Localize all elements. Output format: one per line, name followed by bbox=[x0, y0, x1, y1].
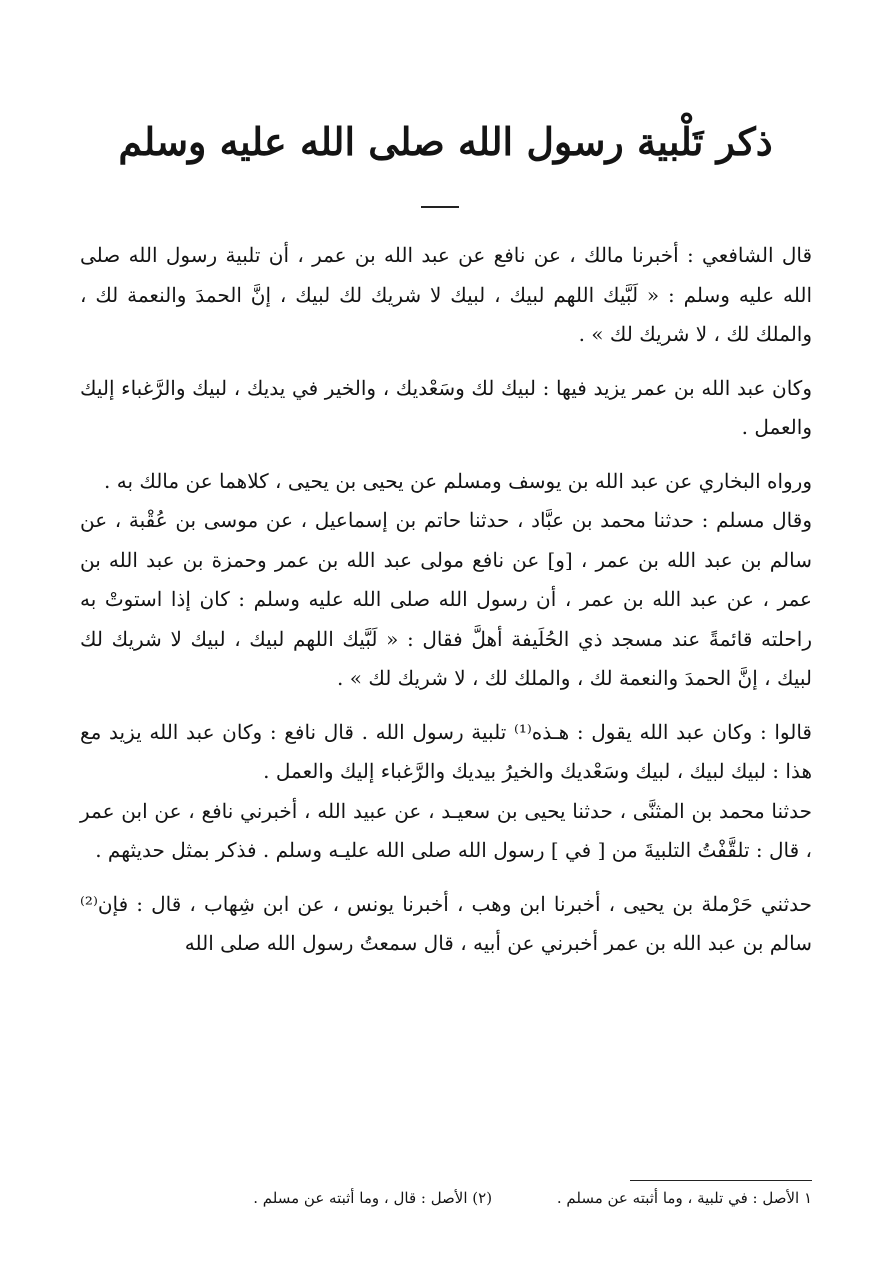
footnote-1: ١ الأصل : في تلبية ، وما أثبته عن مسلم . bbox=[556, 1189, 812, 1207]
paragraph-bukhari-muslim: ورواه البخاري عن عبد الله بن يوسف ومسلم عن يحيى بن يحيى ، كلاهما عن مالك به . bbox=[104, 468, 812, 493]
paragraph-ibn-umar-addition: وكان عبد الله بن عمر يزيد فيها : لبيك لك وسَعْديك ، والخير في يديك ، لبيك والرَّغباء إليك والعمل . bbox=[80, 375, 812, 439]
paragraph-shafii-narration: قال الشافعي : أخبرنا مالك ، عن نافع عن عبد الله بن عمر ، أن تلبية رسول الله صلى الله عليه وسلم : « لَبَّيك اللهم لبيك ، لبيك لا شريك لك لبيك ، إنَّ الحمدَ والنعمة لك ، والملك لك ، لا شريك لك » . bbox=[80, 243, 812, 346]
paragraph-harmala: حدثني حَرْملة بن يحيى ، أخبرنا ابن وهب ، أخبرنا يونس ، عن ابن شِهاب ، قال : فإن⁽²⁾ سالم بن عبد الله بن عمر أخبرني عن أبيه ، قال سمعتُ رسول الله صلى الله bbox=[80, 891, 812, 955]
paragraph-ibn-muthanna: حدثنا محمد بن المثنَّى ، حدثنا يحيى بن سعيـد ، عن عبيد الله ، أخبرني نافع ، عن ابن عمر ، قال : تلقَّفْتُ التلبيةَ من [ في ] رسول الله صلى الله عليـه وسلم . فذكر بمثل حديثهم . bbox=[80, 798, 812, 862]
paragraph-muslim-chain: وقال مسلم : حدثنا محمد بن عبَّاد ، حدثنا حاتم بن إسماعيل ، عن موسى بن عُقْبة ، عن سالم بن عبد الله بن عمر ، [و] عن نافع مولى عبد الله بن عمر وحمزة بن عبد الله بن عمر ، عن عبد الله بن عمر ، أن رسول الله صلى الله عليه وسلم : كان إذا استوتْ به راحلته قائمةً عند مسجد ذي الحُلَيفة أهلَّ فقال : « لَبَّيك اللهم لبيك ، لبيك لا شريك لك لبيك ، إنَّ الحمدَ والنعمة لك ، والملك لك ، لا شريك لك » . bbox=[80, 508, 812, 690]
chapter-title: ذكر تَلْبية رسول الله صلى الله عليه وسلم bbox=[118, 119, 773, 164]
paragraph-they-said: قالوا : وكان عبد الله يقول : هـذه⁽¹⁾ تلبية رسول الله . قال نافع : وكان عبد الله يزيد مع هذا : لبيك لبيك ، لبيك وسَعْديك والخيرُ بيديك والرَّغباء إليك والعمل . bbox=[80, 719, 812, 783]
footnote-2: (٢) الأصل : قال ، وما أثبته عن مسلم . bbox=[253, 1189, 493, 1207]
footnote-divider bbox=[630, 1180, 812, 1181]
footnotes bbox=[80, 1186, 812, 1210]
body-text bbox=[80, 236, 812, 964]
title-divider bbox=[421, 206, 459, 208]
